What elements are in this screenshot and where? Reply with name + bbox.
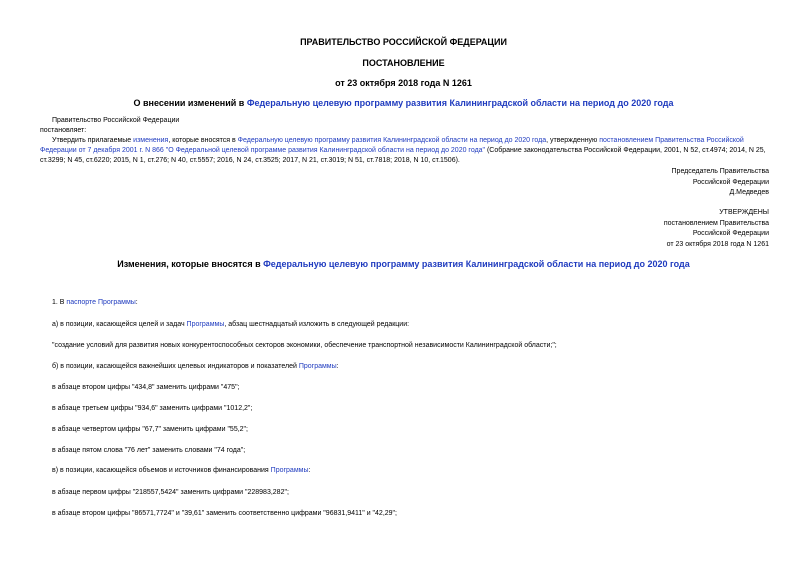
program-link-b[interactable]: Программы bbox=[298, 363, 337, 370]
item-v-suffix: : bbox=[308, 467, 311, 474]
item-a bbox=[52, 320, 767, 330]
item-1-suffix: : bbox=[135, 299, 138, 306]
item-v1: в абзаце первом цифры "218557,5424" заменить цифрами "228983,282"; bbox=[52, 489, 289, 496]
gov-line: Правительство Российской Федерации bbox=[52, 117, 180, 124]
decree-link[interactable]: постановлением Правительства Российской Федерации от 7 декабря 2001 г. N 866 "О Федеральной целевой программе развития Калининградской области на период до 2020 года" bbox=[40, 137, 744, 154]
approved-line-1: УТВЕРЖДЕНЫ bbox=[719, 209, 769, 216]
item-1-prefix: 1. В bbox=[52, 299, 67, 306]
item-a-prefix: а) в позиции, касающейся целей и задач bbox=[52, 321, 187, 328]
item-v bbox=[52, 466, 767, 476]
approved-line-3: Российской Федерации bbox=[692, 230, 769, 237]
changes-title bbox=[0, 259, 807, 269]
org-title: ПРАВИТЕЛЬСТВО РОССИЙСКОЙ ФЕДЕРАЦИИ bbox=[300, 37, 507, 47]
signature-block bbox=[672, 167, 769, 199]
page-title bbox=[0, 98, 807, 108]
approved-block bbox=[664, 208, 769, 250]
approved-line-4: от 23 октября 2018 года N 1261 bbox=[666, 240, 769, 248]
item-a-suffix: , абзац шестнадцатый изложить в следующей редакции: bbox=[224, 321, 410, 328]
item-1 bbox=[52, 298, 767, 308]
item-b3: в абзаце четвертом цифры "67,7" заменить цифрами "55,2"; bbox=[52, 426, 248, 433]
decree-line: постановляет: bbox=[40, 127, 87, 134]
approved-line-2: постановлением Правительства bbox=[663, 219, 769, 227]
title-prefix: О внесении изменений в bbox=[133, 98, 247, 108]
item-b-prefix: б) в позиции, касающейся важнейших целевых индикаторов и показателей bbox=[52, 363, 299, 370]
intro-text-4: (Собрание законодательства Российской Федерации, 2001, N 52, ст.4974; 2014, N 25, ст.3299; N 45, ст.6220; 2015, N 1, ст.276; N 40, ст.5557; 2016, N 24, ст.3525; 2017, N 21, ст.3019; N 51, ст.7818; 2018, N 10, ст.1506). bbox=[40, 147, 766, 164]
signature-name: Д.Медведев bbox=[729, 189, 769, 196]
intro-paragraph bbox=[40, 136, 770, 166]
program-link-a[interactable]: Программы bbox=[186, 321, 225, 328]
changes-link[interactable]: изменения bbox=[133, 137, 169, 144]
item-quote: "создание условий для развития новых конкурентоспособных секторов экономики, обеспечение транспортной независимости Калининградской области;"; bbox=[52, 342, 557, 349]
item-b2: в абзаце третьем цифры "934,6" заменить цифрами "1012,2"; bbox=[52, 405, 253, 412]
program-link-v[interactable]: Программы bbox=[270, 467, 309, 474]
changes-title-link[interactable]: Федеральную целевую программу развития Калининградской области на период до 2020 года bbox=[263, 259, 690, 269]
item-b1: в абзаце втором цифры "434,8" заменить цифрами "475"; bbox=[52, 384, 240, 391]
item-v2: в абзаце втором цифры "86571,7724" и "39,61" заменить соответственно цифрами "96831,9411" и "42,29"; bbox=[52, 510, 397, 517]
program-link[interactable]: Федеральную целевую программу развития Калининградской области на период до 2020 года bbox=[237, 137, 547, 144]
signature-line-1: Председатель Правительства bbox=[671, 168, 769, 175]
date-number: от 23 октября 2018 года N 1261 bbox=[335, 78, 472, 88]
item-v-prefix: в) в позиции, касающейся объемов и источников финансирования bbox=[52, 467, 271, 474]
item-b bbox=[52, 362, 767, 372]
intro-text-1: Утвердить прилагаемые bbox=[52, 137, 134, 144]
signature-line-2: Российской Федерации bbox=[692, 178, 769, 186]
passport-link[interactable]: паспорте Программы bbox=[66, 299, 136, 306]
intro-text-3: , утвержденную bbox=[546, 137, 600, 144]
doc-type: ПОСТАНОВЛЕНИЕ bbox=[362, 58, 445, 68]
changes-title-prefix: Изменения, которые вносятся в bbox=[117, 259, 264, 269]
intro-text-2: , которые вносятся в bbox=[168, 137, 238, 144]
item-b4: в абзаце пятом слова "76 лет" заменить словами "74 года"; bbox=[52, 447, 246, 454]
item-b-suffix: : bbox=[336, 363, 339, 370]
title-program-link[interactable]: Федеральную целевую программу развития Калининградской области на период до 2020 года bbox=[246, 98, 674, 108]
